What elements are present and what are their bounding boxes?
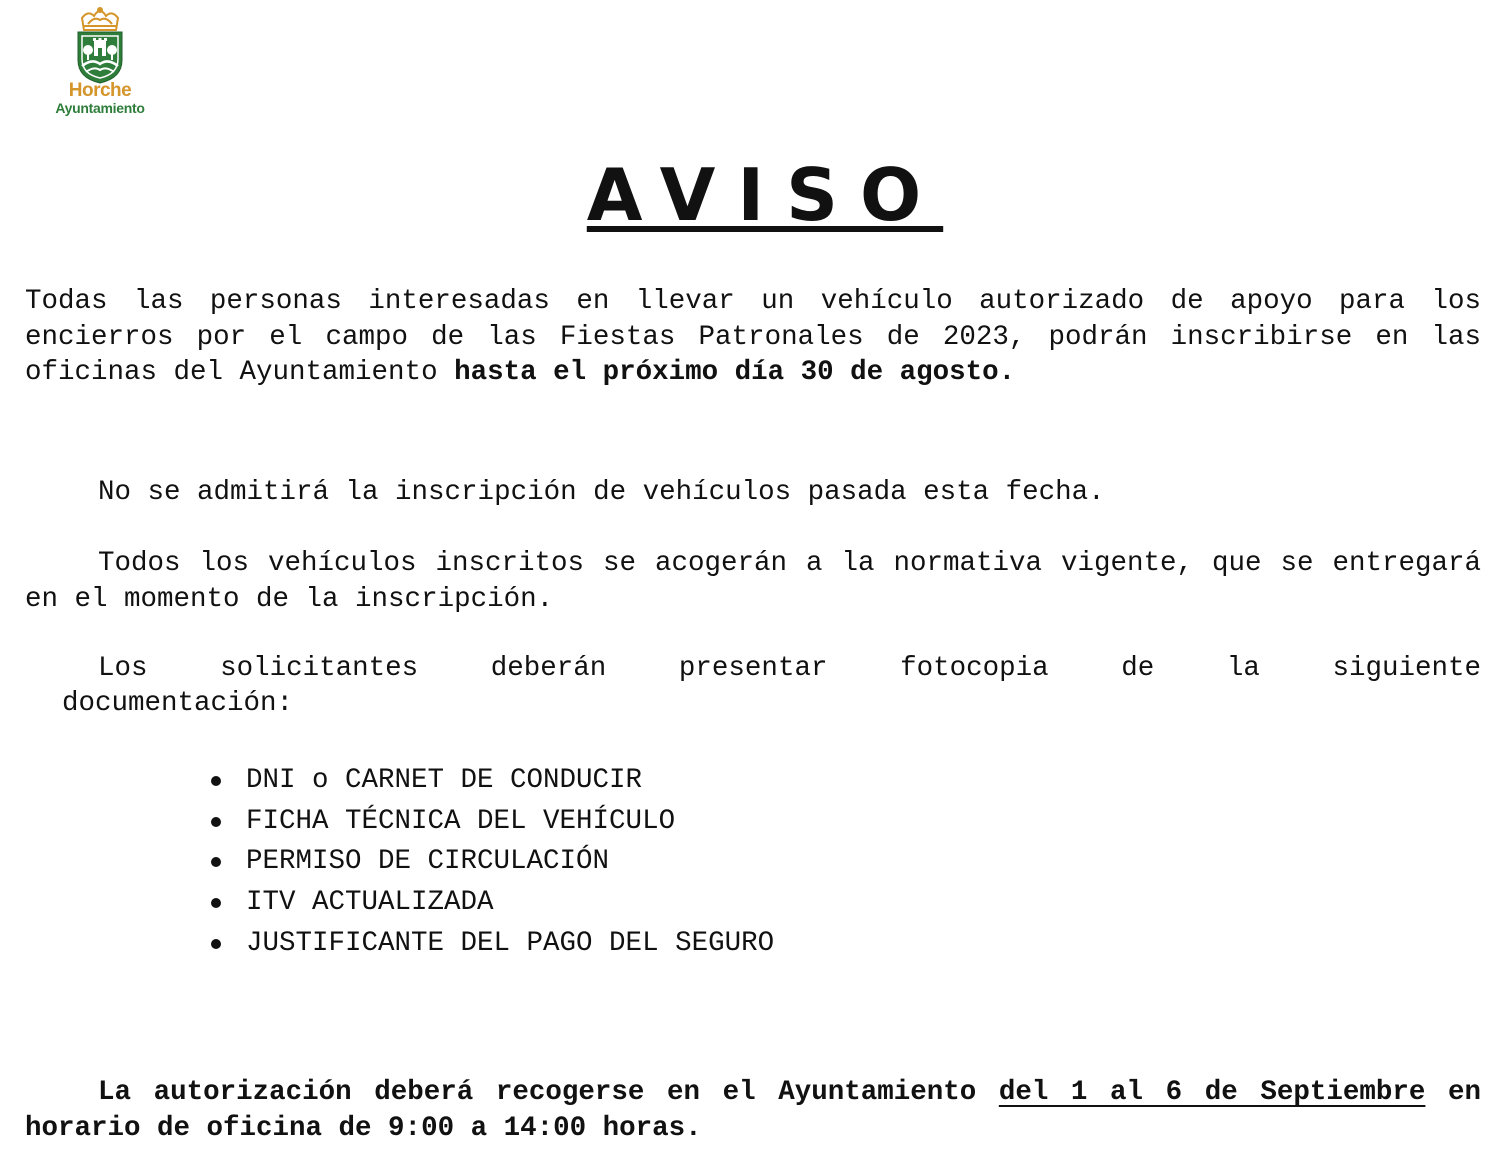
list-item bbox=[208, 884, 774, 925]
bullet-icon bbox=[211, 817, 221, 827]
registration-deadline: hasta el próximo día 30 de agosto. bbox=[454, 357, 1016, 388]
title-text: AVISO bbox=[586, 153, 944, 237]
paragraph-registration-text: Todas las personas interesadas en llevar un vehículo autorizado de apoyo para los encierros por el campo de las Fiestas Patronales de 2023, podrán inscribirse en las oficinas del Ayuntamiento bbox=[25, 286, 1481, 388]
paragraph-no-late-registration: No se admitirá la inscripción de vehículos pasada esta fecha. bbox=[98, 477, 1105, 508]
paragraph-registration bbox=[25, 284, 1481, 391]
paragraph-pickup bbox=[25, 1075, 1481, 1146]
list-item bbox=[208, 803, 774, 844]
bullet-icon bbox=[211, 857, 221, 867]
horche-logo bbox=[44, 6, 156, 118]
bullet-icon bbox=[211, 898, 221, 908]
page-title bbox=[0, 150, 1508, 240]
paragraph-documentation-intro-continued: documentación: bbox=[62, 688, 294, 719]
pickup-dates: del 1 al 6 de Septiembre bbox=[998, 1077, 1426, 1108]
pickup-hours: en horario de oficina de 9:00 a 14:00 horas. bbox=[25, 1077, 1481, 1144]
logo-name: Horche bbox=[68, 80, 132, 101]
list-item bbox=[208, 762, 774, 803]
list-item bbox=[208, 925, 774, 966]
pickup-text: La autorización deberá recogerse en el Ayuntamiento bbox=[98, 1077, 999, 1108]
bullet-icon bbox=[211, 776, 221, 786]
paragraph-documentation-intro: Los solicitantes deberán presentar fotocopia de la siguiente bbox=[98, 653, 1481, 684]
list-item-label: PERMISO DE CIRCULACIÓN bbox=[246, 846, 610, 878]
bullet-icon bbox=[211, 939, 221, 949]
list-item bbox=[208, 843, 774, 884]
list-item-label: DNI o CARNET DE CONDUCIR bbox=[246, 765, 643, 796]
list-item-label: ITV ACTUALIZADA bbox=[246, 887, 494, 919]
logo-subtitle: Ayuntamiento bbox=[55, 100, 145, 116]
list-item-label: FICHA TÉCNICA DEL VEHÍCULO bbox=[246, 805, 676, 837]
coat-of-arms-icon bbox=[72, 6, 128, 84]
paragraph-regulations: Todos los vehículos inscritos se acogerán a la normativa vigente, que se entregará en el momento de la inscripción. bbox=[25, 548, 1481, 615]
documents-list bbox=[208, 762, 774, 965]
list-item-label: JUSTIFICANTE DEL PAGO DEL SEGURO bbox=[246, 927, 775, 959]
